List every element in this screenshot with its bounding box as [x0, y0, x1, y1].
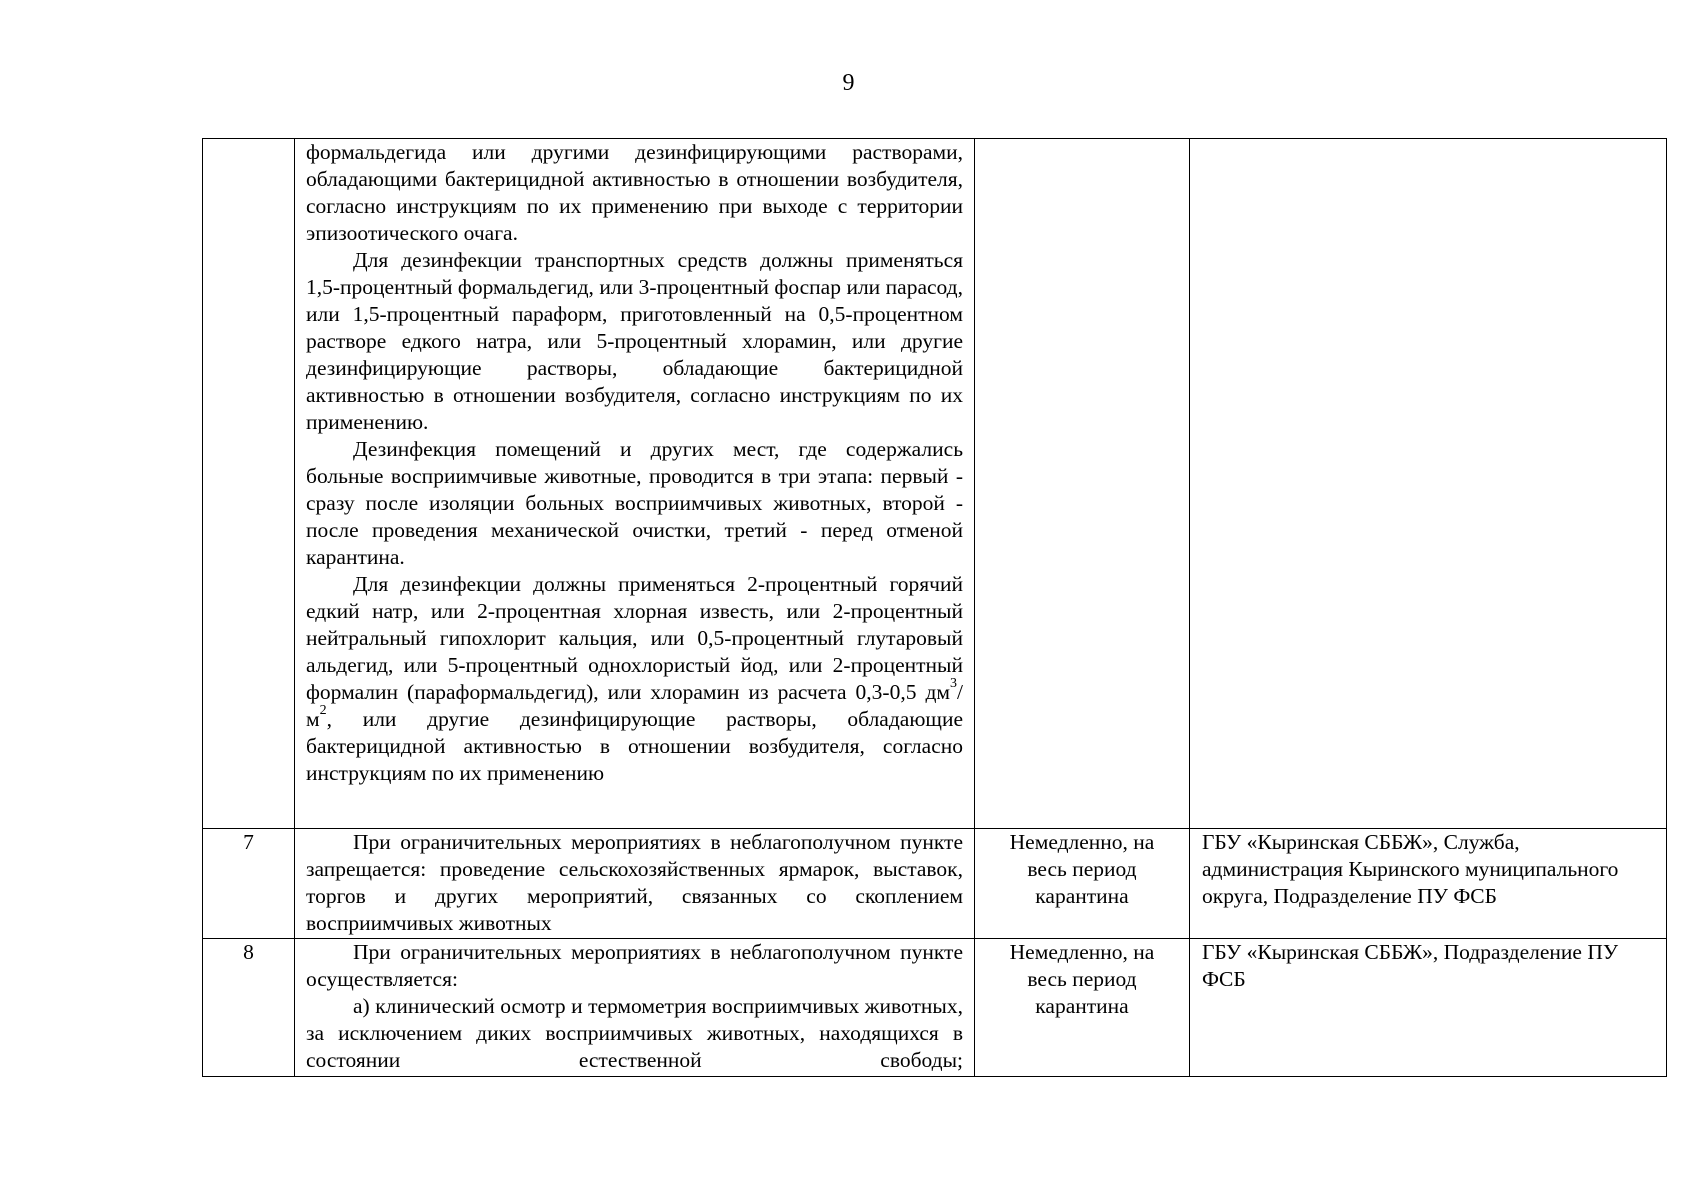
responsible-cell [1190, 139, 1667, 829]
table-row [203, 829, 1667, 939]
paragraph-text: , или другие дезинфицирующие растворы, обладающие бактерицидной активностью в отношении возбудителя, согласно инструкциям по их применению [306, 707, 963, 785]
term-cell: Немедленно, на весь период карантина [975, 939, 1190, 1077]
term-cell [975, 139, 1190, 829]
responsible-cell: ГБУ «Кыринская СББЖ», Служба, администрация Кыринского муниципального округа, Подразделение ПУ ФСБ [1190, 829, 1667, 939]
table-row [203, 139, 1667, 829]
paragraph: При ограничительных мероприятиях в неблагополучном пункте запрещается: проведение сельскохозяйственных ярмарок, выставок, торгов и других мероприятий, связанных со скоплением восприимчивых животных [306, 830, 963, 935]
row-number: 7 [203, 829, 295, 939]
responsible-cell: ГБУ «Кыринская СББЖ», Подразделение ПУ ФСБ [1190, 939, 1667, 1077]
paragraph: Для дезинфекции транспортных средств должны применяться 1,5-процентный формальдегид, или 3-процентный фоспар или парасод, или 1,5-процентный параформ, приготовленный на 0,5-процентном растворе едкого натра, или 5-процентный хлорамин, или другие дезинфицирующие растворы, обладающие бактерицидной активностью в отношении возбудителя, согласно инструкциям по их применению. [306, 248, 963, 434]
superscript: 3 [950, 675, 958, 691]
measure-text [295, 939, 975, 1077]
measure-text [295, 139, 975, 829]
row-number: 8 [203, 939, 295, 1077]
term-cell: Немедленно, на весь период карантина [975, 829, 1190, 939]
paragraph [306, 571, 963, 787]
row-number [203, 139, 295, 829]
paragraph: а) клинический осмотр и термометрия восприимчивых животных, за исключением диких восприимчивых животных, находящихся в состоянии естественной свободы; [306, 994, 963, 1072]
paragraph-text: Для дезинфекции должны применяться 2-процентный горячий едкий натр, или 2-процентная хлорная известь, или 2-процентный нейтральный гипохлорит кальция, или 0,5-процентный глутаровый альдегид, или 5-процентный однохлористый йод, или 2-процентный формалин (параформальдегид), или хлорамин из расчета 0,3-0,5 дм [306, 572, 963, 704]
measure-text [295, 829, 975, 939]
paragraph: формальдегида или другими дезинфицирующими растворами, обладающими бактерицидной активностью в отношении возбудителя, согласно инструкциям по их применению при выходе с территории эпизоотического очага. [306, 140, 963, 245]
paragraph-text: /м [306, 680, 963, 731]
page-number: 9 [842, 70, 855, 96]
table-row [203, 939, 1667, 1077]
paragraph: Дезинфекция помещений и других мест, где содержались больные восприимчивые животные, проводится в три этапа: первый - сразу после изоляции больных восприимчивых животных, второй - после проведения механической очистки, третий - перед отменой карантина. [306, 437, 963, 569]
superscript: 2 [319, 702, 327, 718]
measures-table [202, 138, 1667, 1077]
paragraph: При ограничительных мероприятиях в неблагополучном пункте осуществляется: [306, 940, 963, 991]
